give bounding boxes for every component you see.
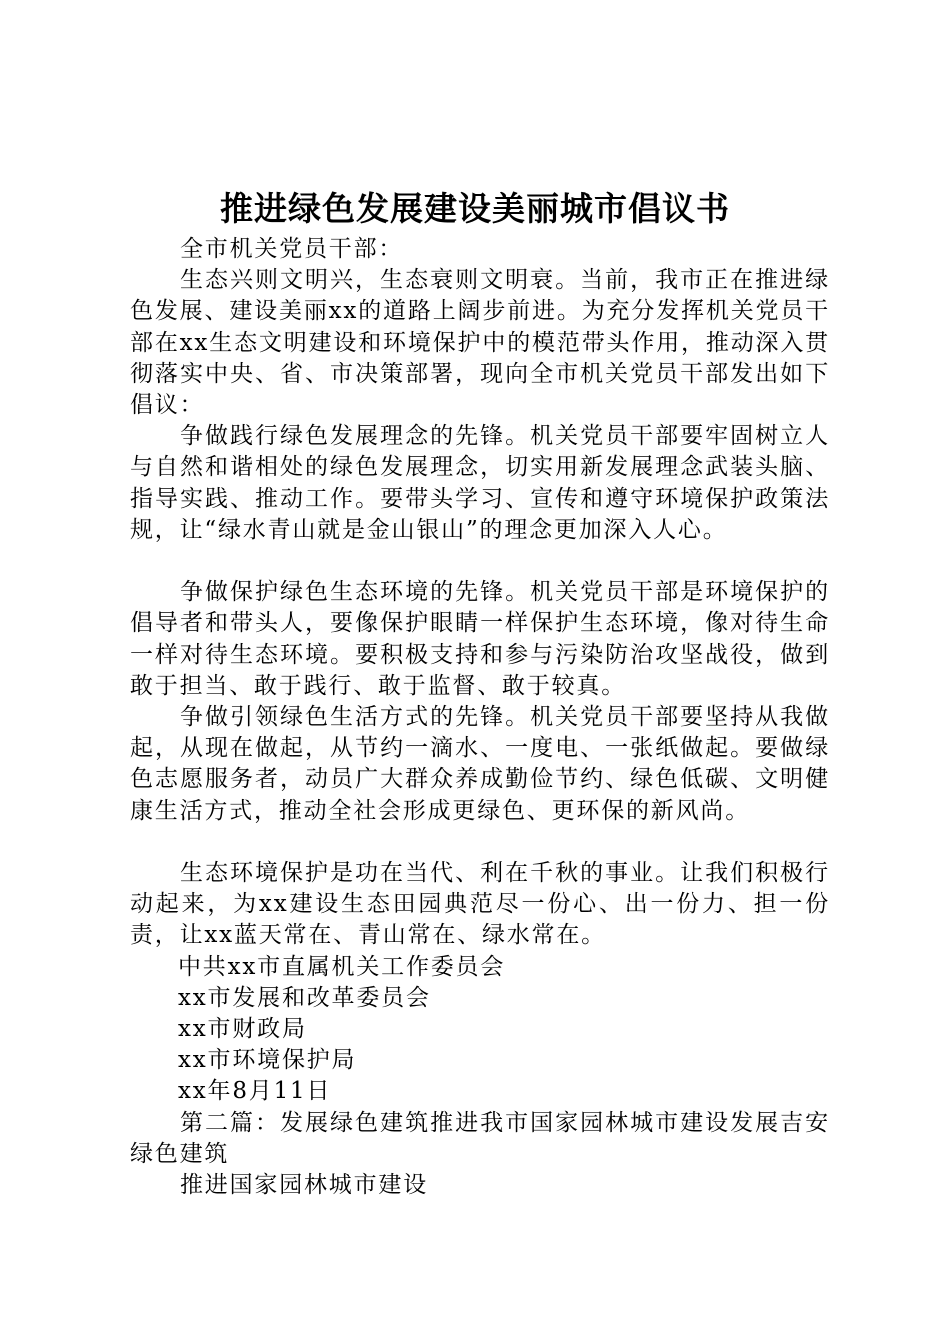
paragraph-gap bbox=[130, 827, 830, 858]
document-title: 推进绿色发展建设美丽城市倡议书 bbox=[220, 189, 730, 228]
document-body bbox=[130, 234, 830, 1201]
paragraph-protect-environment: 争做保护绿色生态环境的先锋。机关党员干部是环境保护的倡导者和带头人，要像保护眼睛一样保护生态环境，像对待生命一样对待生态环境。要积极支持和参与污染防治攻坚战役，做到敢于担当、敢于践行、敢于监督、敢于较真。 bbox=[130, 579, 830, 699]
signatory: xx市环境保护局 bbox=[178, 1047, 357, 1074]
signatory: xx市财政局 bbox=[178, 1016, 307, 1043]
paragraph-closing: 生态环境保护是功在当代、利在千秋的事业。让我们积极行动起来，为xx建设生态田园典范尽一份心、出一份力、担一份责，让xx蓝天常在、青山常在、绿水常在。 bbox=[130, 860, 830, 949]
signatory: xx市发展和改革委员会 bbox=[178, 984, 431, 1011]
paragraph-intro: 生态兴则文明兴，生态衰则文明衰。当前，我市正在推进绿色发展、建设美丽xx的道路上阔步前进。为充分发挥机关党员干部在xx生态文明建设和环境保护中的模范带头作用，推动深入贯彻落实中央、省、市决策部署，现向全市机关党员干部发出如下倡议： bbox=[130, 267, 830, 419]
paragraph-gap bbox=[130, 546, 830, 577]
document-date: xx年8月11日 bbox=[178, 1078, 332, 1105]
paragraph-green-lifestyle: 争做引领绿色生活方式的先锋。机关党员干部要坚持从我做起，从现在做起，从节约一滴水、一度电、一张纸做起。要做绿色志愿服务者，动员广大群众养成勤俭节约、绿色低碳、文明健康生活方式，推动全社会形成更绿色、更环保的新风尚。 bbox=[130, 704, 830, 824]
paragraph-green-concept: 争做践行绿色发展理念的先锋。机关党员干部要牢固树立人与自然和谐相处的绿色发展理念，切实用新发展理念武装头脑、指导实践、推动工作。要带头学习、宣传和遵守环境保护政策法规，让“绿水青山就是金山银山”的理念更加深入人心。 bbox=[130, 423, 830, 543]
next-chapter-title: 第二篇：发展绿色建筑推进我市国家园林城市建设发展吉安绿色建筑 bbox=[130, 1109, 830, 1167]
signatory: 中共xx市直属机关工作委员会 bbox=[178, 953, 506, 980]
next-chapter-heading: 推进国家园林城市建设 bbox=[180, 1172, 428, 1199]
salutation: 全市机关党员干部： bbox=[180, 236, 404, 262]
